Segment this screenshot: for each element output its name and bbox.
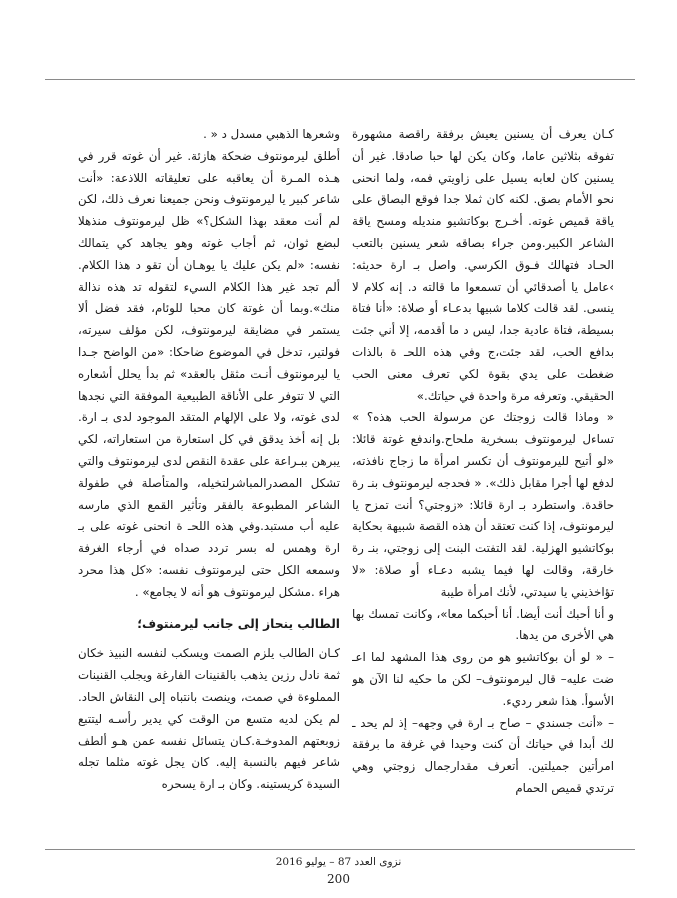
paragraph: – «أنت جسندي – صاح بـ ارة في وجهه– إذ لم يحد ـ لك أبدا في حياتك أن كنت وحيدا في غرفة ما برفقة امرأتين جميلتين. أتعرف مقدارجمال زوجتي وهي ترتدي قميص الحمام	[352, 715, 614, 795]
paragraph: كـان يعرف أن يسنين يعيش برفقة راقصة مشهورة تفوقه بثلاثين عاما، وكان يكن لها حبا صادقا. غير أن يسنين كان لعابه يسيل على زاويتي فمه، ولما انحنى نحو الأمام بصق. لكنه كان ثملا جدا فوقع البصاق على ياقة قميص غوته. أخـرج بوكاتشيو منديله ومسح ياقة الشاعر الكبير.ومن جراء بصاقه شعر يسنين بالتعب الحـاد فتهالك فـوق الكرسي. واصل بـ ارة حديثه: ›عامل يا أصدقائي أن تسمعوا ما قالته د. إنه كلام لا ينسى. لقد قالت كلاما شبيها بدعـاء أو صلاة: «أنا فتاة بسيطة، فتاة عادية جدا، ليس د ما أقدمه، إلا أني جئت بدافع الحب، لقد جئت،ج وفي هذه اللحـ ة بالذات ضغطت على يدي بقوة لكي تعرف معنى الحب الحقيقي. وتعرفه مرة واحدة في حياتك.»	[352, 127, 614, 403]
section-heading: الطالب ينحاز إلى جانب ليرمنتوف؛	[137, 616, 340, 631]
paragraph: – « لو أن بوكاتشيو هو من روى هذا المشهد لما اعـ ضت عليه– قال ليرمونتوف– لكن ما حكيه لنا الآن هو الأسوأ. هذا شعر رديء.	[352, 650, 614, 708]
top-rule	[45, 79, 635, 80]
article-column-right	[352, 124, 614, 840]
issue-info: نزوى العدد 87 – يوليو 2016	[275, 856, 402, 868]
paragraph: و أنا أحبك أنت أيضا. أنا أحبكما معا»، وكانت تمسك بها هي الأخرى من يدها.	[352, 606, 614, 643]
bottom-rule	[45, 849, 635, 850]
article-column-left	[78, 124, 340, 840]
paragraph: « وماذا قالت زوجتك عن مرسولة الحب هذه؟ » تساءل ليرمونتوف بسخرية ملحاح.واندفع غوتة قائلا: «لو أتيح لليرمونتوف أن تكسر امرأة ما زجاج نافذته، لدفع لها أجرا مقابل ذلك». « فحدجه ليرمونتوف بنـ رة حاقدة. واستطرد بـ ارة قائلا: «زوجتي؟ أنت تمزح يا ليرمونتوف، إذا كنت تعتقد أن هذه القصة شبيهة بحكاية بوكاتشيو الهزلية. لقد التفتت البنت إلى زوجتي، بنـ رة خارقة، وقالت لها فيما يشبه دعـاء أو صلاة: «لا تؤاخذيني يا سيدتي، لأنك امرأة طيبة	[352, 410, 614, 599]
paragraph: كـان الطالب يلزم الصمت ويسكب لنفسه النبيذ خكان ثمة نادل رزين يذهب بالقنينات الفارغة ويجلب القنينات المملوءة في صمت، وينصت بانتباه إلى النقاش الحاد. لم يكن لديه متسع من الوقت كي يدير رأسـه ليتتبع زوبعتهم المدوخـة.كـان يتسائل نفسه عمن هـو ألطف شاعر فيهم بالنسبة إليه. كان يجل غوته مثلما تجله السيدة كريستينه. وكان بـ ارة يسحره	[78, 646, 340, 792]
paragraph: أطلق ليرمونتوف ضحكة هازئة. غير أن غوته قرر في هـذه المـرة أن يعاقبه على تعليقاته اللاذعة: «أنت شاعر كبير يا ليرمونتوف ونحن جميعنا نعرف ذلك، لكن لم أنت معقد بهذا الشكل؟» ظل ليرمونتوف منذهلا لبضع ثوان، ثم أجاب غوته وهو يجاهد كي يتمالك نفسه: «لم يكن عليك يا يوهـان أن تقو د هذا الكلام. ألم تجد غير هذا الكلام السيء لتقوله تد هذه نذالة منك».وبما أن غوتة كان محبا للوئام، فقد فضل ألا يستمر في مضايقة ليرمونتوف، لكن مؤلف سيرته، فولتير، تدخل في الموضوع ضاحكا: «من الواضح جـدا يا ليرمونتوف أنـت مثقل بالعقد» ثم بدأ يحلل أشعاره التي لا تتوفر على الأناقة الطبيعية الموفقة التي نجدها لدى غوته، ولا على الإلهام المتقد الموجود لدى بـ ارة. بل إنه أخذ يدقق في كل استعارة من استعاراته، لكي يبرهن ببـراعة على عقدة النقص لدى ليرمونتوف والتي تشكل المصدرالمباشرلتخيله، والمتأصلة في طفولة الشاعر المطبوعة بالفقر وتأثير القمع الذي مارسه عليه أب مستبد.وفي هذه اللحـ ة انحنى غوته على بـ ارة وهمس له بسر تردد صداه في أرجاء الغرفة وسمعه الكل حتى ليرمونتوف نفسه: «كل هذا محرد هراء .مشكل ليرمونتوف هو أنه لا يجامع» .	[78, 148, 340, 599]
page-number: 200	[327, 872, 350, 886]
paragraph: وشعرها الذهبي مسدل د « .	[203, 127, 340, 141]
